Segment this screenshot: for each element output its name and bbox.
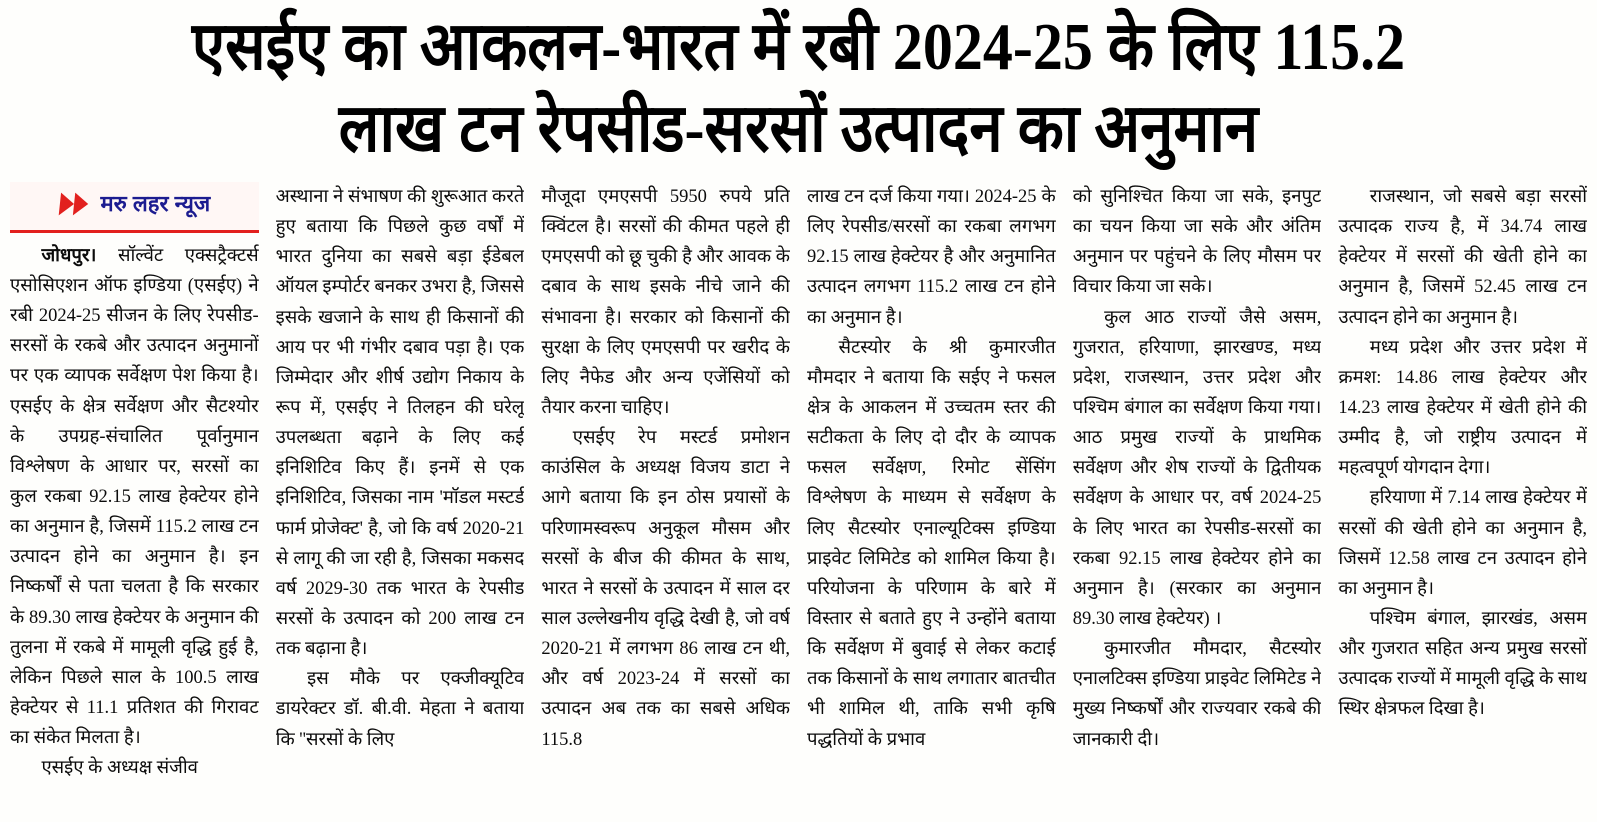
article-column-1	[10, 182, 259, 822]
dateline: जोधपुर।	[41, 245, 97, 266]
article-paragraph: मौजूदा एमएसपी 5950 रुपये प्रति क्विंटल है। सरसों की कीमत पहले ही एमएसपी को छू चुकी है और आवक के दबाव के साथ इसके नीचे जाने की संभावना है। सरकार को किसानों की सुरक्षा के लिए एमएसपी पर खरीद के लिए नैफेड और अन्य एजेंसियों को तैयार करना चाहिए।	[541, 187, 791, 418]
article-paragraph: मध्य प्रदेश और उत्तर प्रदेश में क्रमश: 14.86 लाख हेक्टेयर और 14.23 लाख हेक्टेयर में खेती होने की उम्मीद है, जो राष्ट्रीय उत्पादन में महत्वपूर्ण योगदान देगा।	[1338, 337, 1587, 479]
article-paragraph: लाख टन दर्ज किया गया। 2024-25 के लिए रेपसीड/सरसों का रकबा लगभग 92.15 लाख हेक्टेयर है और अनुमानित उत्पादन लगभग 115.2 लाख टन होने का अनुमान है।	[807, 187, 1056, 328]
news-brand	[10, 182, 259, 233]
article-paragraph: पश्चिम बंगाल, झारखंड, असम और गुजरात सहित अन्य प्रमुख सरसों उत्पादक राज्यों में मामूली वृद्धि के साथ स्थिर क्षेत्रफल दिखा है।	[1338, 608, 1587, 720]
article-paragraph: एसईए रेप मस्टर्ड प्रमोशन काउंसिल के अध्यक्ष विजय डाटा ने आगे बताया कि इन ठोस प्रयासों के परिणामस्वरूप अनुकूल मौसम और सरसों के बीज की कीमत के साथ, भारत ने सरसों के उत्पादन में साल दर साल उल्लेखनीय वृद्धि देखी है, जो वर्ष 2020-21 में लगभग 86 लाख टन थी, और वर्ष 2023-24 में सरसों का उत्पादन अब तक का सबसे अधिक 115.8	[541, 428, 791, 750]
article-paragraph	[10, 241, 259, 753]
article-paragraph: अस्थाना ने संभाषण की शुरूआत करते हुए बताया कि पिछले कुछ वर्षों में भारत दुनिया का सबसे बड़ा ईडेबल ऑयल इम्पोर्टर बनकर उभरा है, जिससे इसके खजाने के साथ ही किसानों की आय पर भी गंभीर दबाव पड़ा है। एक जिम्मेदार और शीर्ष उद्योग निकाय के रूप में, एसईए ने तिलहन की घरेलू उपलब्धता बढ़ाने के लिए कई इनिशिटिव किए हैं। इनमें से एक इनिशिटिव, जिसका नाम 'मॉडल मस्टर्ड फार्म प्रोजेक्ट' है, जो कि वर्ष 2020-21 से लागू की जा रही है, जिसका मकसद वर्ष 2029-30 तक भारत के रेपसीड सरसों के उत्पादन को 200 लाख टन तक बढ़ाना है।	[275, 187, 525, 660]
headline-line1: एसईए का आकलन-भारत में रबी 2024-25 के लिए 115.2	[191, 9, 1406, 84]
news-brand-title: मरु लहर न्यूज	[100, 191, 211, 216]
article-paragraph: सैटस्योर के श्री कुमारजीत मौमदार ने बताया कि सईए ने फसल क्षेत्र के आकलन में उच्चतम स्तर की सटीकता के लिए दो दौर के व्यापक फसल सर्वेक्षण, रिमोट सेंसिंग विश्लेषण के माध्यम से सर्वेक्षण के लिए सैटस्योर एनाल्यूटिक्स इण्डिया प्राइवेट लिमिटेड को शामिल किया है। परियोजना के परिणाम के बारे में विस्तार से बताते हुए ने उन्होंने बताया कि सर्वेक्षण में बुवाई से लेकर कटाई तक किसानों के साथ लगातार बातचीत भी शामिल थी, ताकि सभी कृषि पद्धतियों के प्रभाव	[807, 337, 1056, 750]
article-column-5	[1073, 182, 1322, 822]
article-paragraph: इस मौके पर एक्जीक्यूटिव डायरेक्टर डॉ. बी.वी. मेहता ने बताया कि ''सरसों के लिए	[275, 669, 525, 750]
article-paragraph: राजस्थान, जो सबसे बड़ा सरसों उत्पादक राज्य है, में 34.74 लाख हेक्टेयर में सरसों की खेती होने का अनुमान है, जिसमें 52.45 लाख टन उत्पादन होने का अनुमान है।	[1338, 187, 1587, 328]
paragraph-text: सॉल्वेंट एक्सट्रैक्टर्स एसोसिएशन ऑफ इण्डिया (एसईए) ने रबी 2024-25 सीजन के लिए रेपसीड-सरसों के रकबे और उत्पादन अनुमानों पर एक व्यापक सर्वेक्षण पेश किया है। एसईए के क्षेत्र सर्वेक्षण और सैटश्योर के उपग्रह-संचालित पूर्वानुमान विश्लेषण के आधार पर, सरसों का कुल रकबा 92.15 लाख हेक्टेयर होने का अनुमान है, जिसमें 115.2 लाख टन उत्पादन होने का अनुमान है। इन निष्कर्षों से पता चलता है कि सरकार के 89.30 लाख हेक्टेयर के अनुमान की तुलना में रकबे में मामूली वृद्धि हुई है, लेकिन पिछले साल के 100.5 लाख हेक्टेयर से 11.1 प्रतिशत की गिरावट का संकेत मिलता है।	[10, 245, 259, 749]
article-column-3	[541, 182, 790, 822]
article-column-4	[807, 182, 1056, 822]
article-column-2	[276, 182, 525, 822]
headline	[10, 4, 1587, 168]
article-body	[10, 182, 1587, 822]
article-paragraph: कुमारजीत मौमदार, सैटस्योर एनालटिक्स इण्डिया प्राइवेट लिमिटेड ने मुख्य निष्कर्षों और राज्यवार रकबे की जानकारी दी।	[1072, 639, 1322, 750]
article-paragraph: को सुनिश्चित किया जा सके, इनपुट का चयन किया जा सके और अंतिम अनुमान पर पहुंचने के लिए मौसम पर विचार किया जा सके।	[1072, 187, 1322, 298]
article-paragraph: कुल आठ राज्यों जैसे असम, गुजरात, हरियाणा, झारखण्ड, मध्य प्रदेश, राजस्थान, उत्तर प्रदेश और पश्चिम बंगाल का सर्वेक्षण किया गया। आठ प्रमुख राज्यों के प्राथमिक सर्वेक्षण और शेष राज्यों के द्वितीयक सर्वेक्षण के आधार पर, वर्ष 2024-25 के लिए भारत का रेपसीड-सरसों का रकबा 92.15 लाख हेक्टेयर होने का अनुमान है। (सरकार का अनुमान 89.30 लाख हेक्टेयर) ।	[1072, 307, 1322, 629]
article-paragraph: हरियाणा में 7.14 लाख हेक्टेयर में सरसों की खेती होने का अनुमान है, जिसमें 12.58 लाख टन उत्पादन होने का अनुमान है।	[1338, 488, 1587, 599]
article-column-6	[1338, 182, 1587, 822]
fast-forward-icon	[57, 192, 94, 216]
article-paragraph: एसईए के अध्यक्ष संजीव	[41, 758, 198, 779]
headline-line2: लाख टन रेपसीड-सरसों उत्पादन का अनुमान	[338, 91, 1259, 166]
